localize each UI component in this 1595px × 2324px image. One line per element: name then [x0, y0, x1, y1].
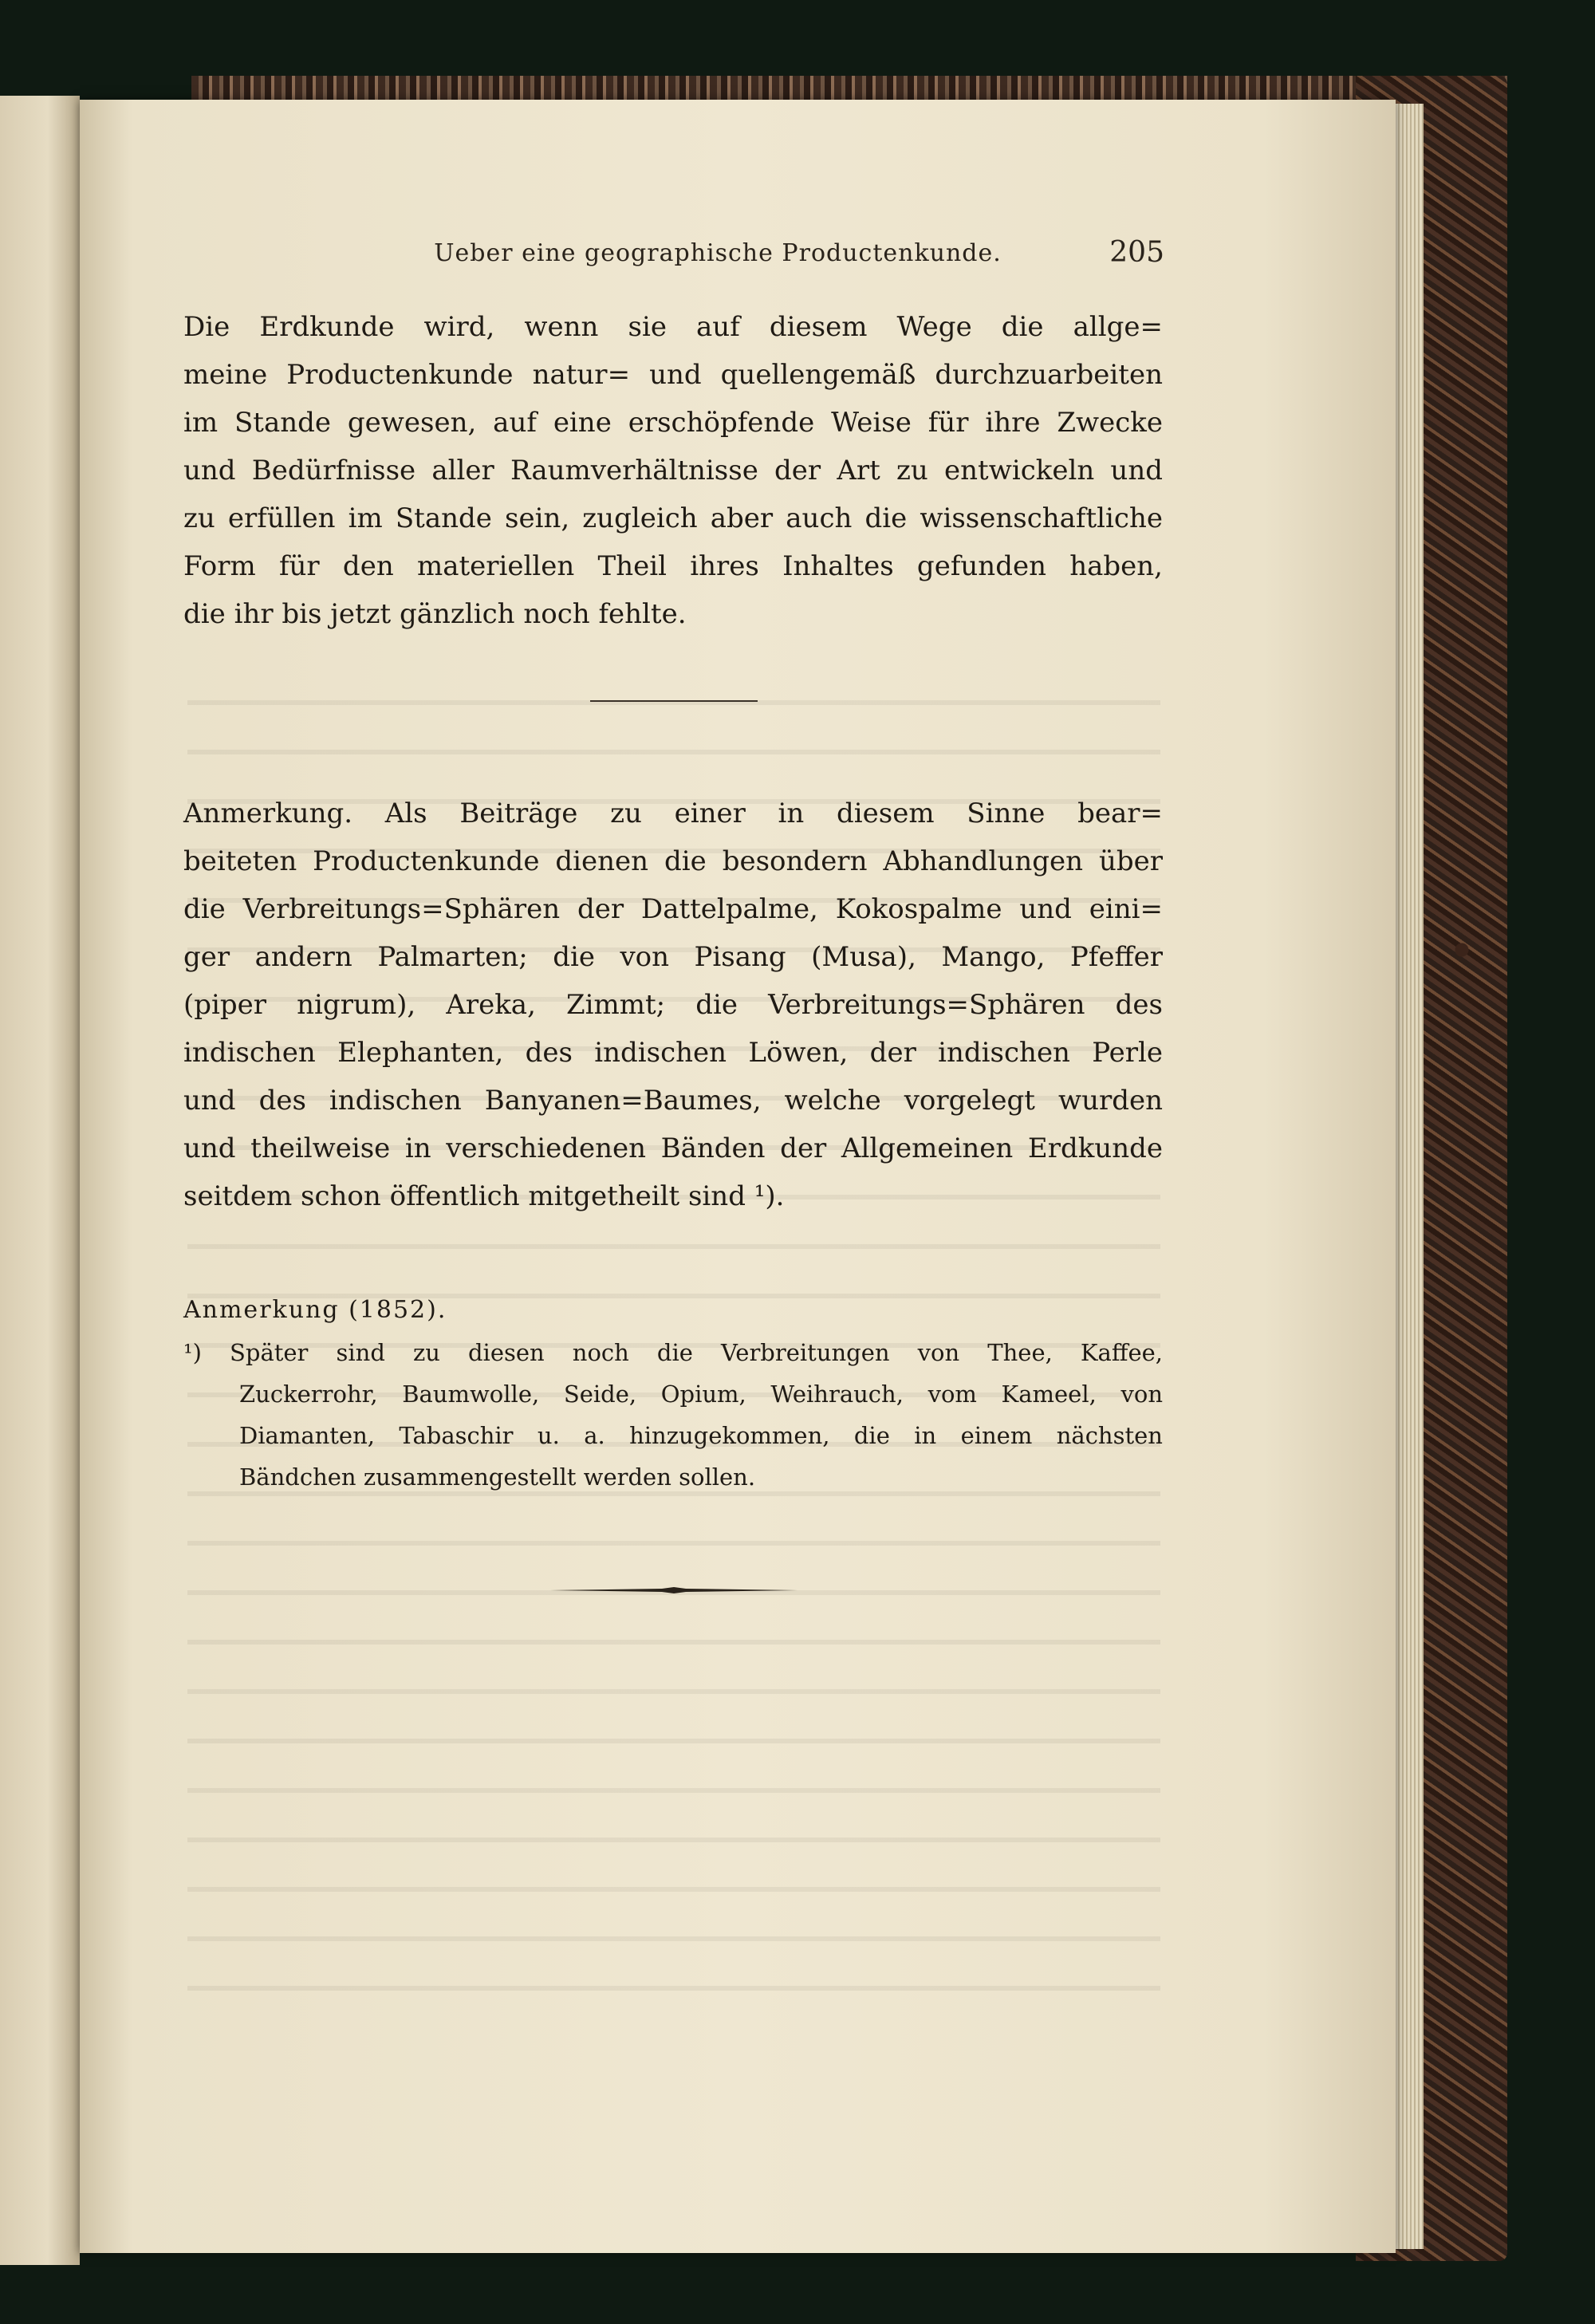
text-line: und Bedürfnisse aller Raumverhältnisse der Art zu entwickeln und	[183, 455, 1163, 486]
footnote-line: Diamanten, Tabaschir u. a. hinzugekommen, die in einem nächsten	[239, 1422, 1163, 1449]
text-line: indischen Elephanten, des indischen Löwen, der indischen Perle	[183, 1037, 1163, 1069]
footnote-line: Bändchen zusammengestellt werden sollen.	[239, 1463, 756, 1491]
text-line: Die Erdkunde wird, wenn sie auf diesem Wege die allge=	[183, 311, 1163, 343]
text-line: die ihr bis jetzt gänzlich noch fehlte.	[183, 598, 687, 630]
footnote	[183, 1332, 1163, 1498]
text-line: seitdem schon öffentlich mitgetheilt sind ¹).	[183, 1180, 785, 1212]
text-line: im Stande gewesen, auf eine erschöpfende Weise für ihre Zwecke	[183, 407, 1163, 439]
footnote-line: ¹) Später sind zu diesen noch die Verbreitungen von Thee, Kaffee,	[183, 1339, 1163, 1366]
end-ornament	[550, 1587, 798, 1593]
text-line: (piper nigrum), Areka, Zimmt; die Verbreitungs=Sphären des	[183, 989, 1163, 1021]
running-header: Ueber eine geographische Productenkunde.	[434, 239, 1002, 267]
main-paragraph	[183, 303, 1163, 638]
text-line: ger andern Palmarten; die von Pisang (Musa), Mango, Pfeffer	[183, 941, 1163, 973]
text-line: und des indischen Banyanen=Baumes, welche vorgelegt wurden	[183, 1085, 1163, 1117]
footnote-line: Zuckerrohr, Baumwolle, Seide, Opium, Weihrauch, vom Kameel, von	[239, 1381, 1163, 1408]
page-number: 205	[1109, 236, 1164, 269]
section-divider	[590, 700, 758, 702]
text-line: zu erfüllen im Stande sein, zugleich aber auch die wissenschaftliche	[183, 502, 1163, 534]
text-line: Form für den materiellen Theil ihres Inhaltes gefunden haben,	[183, 550, 1163, 582]
text-line: die Verbreitungs=Sphären der Dattelpalme, Kokospalme und eini=	[183, 893, 1163, 925]
text-line: und theilweise in verschiedenen Bänden der Allgemeinen Erdkunde	[183, 1132, 1163, 1164]
text-line: Anmerkung. Als Beiträge zu einer in diesem Sinne bear=	[183, 798, 1163, 829]
page-edges	[1396, 104, 1424, 2249]
annotation-paragraph	[183, 790, 1163, 1220]
text-line: beiteten Productenkunde dienen die besondern Abhandlungen über	[183, 845, 1163, 877]
note-heading: Anmerkung (1852).	[183, 1296, 447, 1324]
previous-page-edge	[0, 96, 80, 2265]
text-line: meine Productenkunde natur= und quellengemäß durchzuarbeiten	[183, 359, 1163, 391]
